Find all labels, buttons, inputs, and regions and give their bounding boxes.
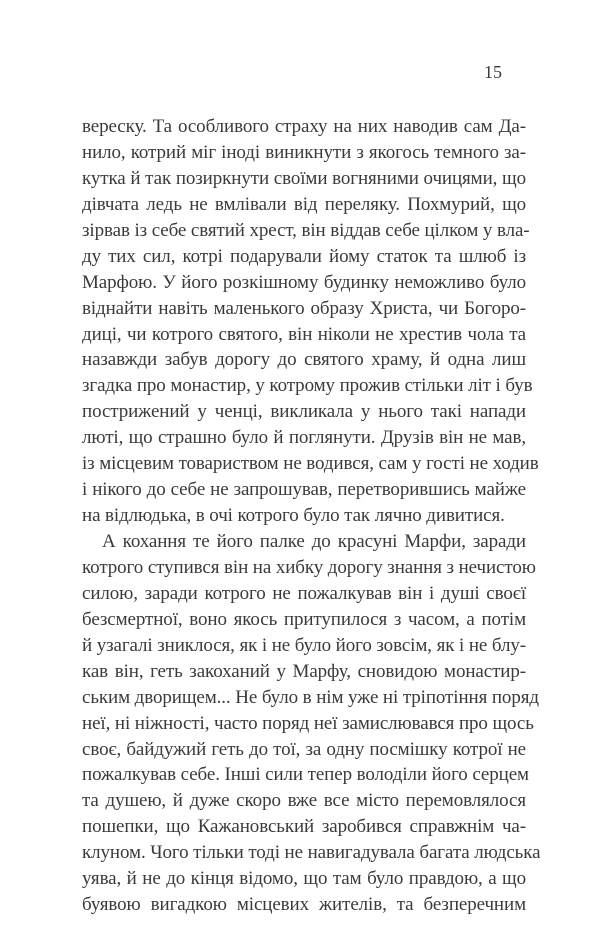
page-number: 15 <box>484 62 502 82</box>
text-line: неї, ні ніжності, часто поряд неї замислювався про щось <box>82 712 534 734</box>
text-line: із місцевим товариством не водився, сам у гості не ходив <box>82 453 539 475</box>
text-line: ським дворищем... Не було в нім уже ні тріпотіння поряд <box>82 686 539 708</box>
text-line: і нікого до себе не запрошував, перетворившись майже <box>82 479 526 501</box>
text-line: й узагалі зниклося, як і не було його зовсім, як і не блу- <box>82 634 526 656</box>
text-line: диці, чи котрого святого, він ніколи не хрестив чола та <box>82 323 526 345</box>
text-line: кутка й так позиркнути своїми вогняними очицями, що <box>82 167 526 189</box>
body-text <box>82 114 541 918</box>
text-line: котрого ступився він на хибку дорогу знання з нечистою <box>82 556 536 578</box>
text-line: назавжди забув дорогу до святого храму, й одна лиш <box>82 349 526 371</box>
text-line: вереску. Та особливого страху на них наводив сам Да- <box>82 116 526 137</box>
text-line: пошепки, що Кажановський заробився справжнім ча- <box>82 816 526 838</box>
text-line: та душею, й дуже скоро вже все місто перемовлялося <box>82 790 526 812</box>
text-line: А кохання те його палке до красуні Марфи, заради <box>102 531 526 552</box>
text-line: люті, що страшно було й поглянути. Друзів він не мав, <box>82 427 526 449</box>
text-line: кав він, геть закоханий у Марфу, сновидою монастир- <box>82 660 526 682</box>
text-line: своє, байдужий геть до тої, за одну посмішку котрої не <box>82 738 526 760</box>
text-line: згадка про монастир, у котрому прожив стільки літ і був <box>82 375 533 397</box>
text-line: безсмертної, воно якось притупилося з часом, а потім <box>82 608 526 630</box>
text-line: нило, котрий міг іноді виникнути з якогось темного за- <box>82 141 526 163</box>
text-line: ду тих сил, котрі подарували йому статок та шлюб із <box>82 245 526 267</box>
text-line: пожалкував себе. Інші сили тепер володіли його серцем <box>82 764 529 786</box>
text-line: зірвав із себе святий хрест, він віддав себе цілком у вла- <box>82 219 530 241</box>
text-line: буявою вигадкою місцевих жителів, та безперечним <box>82 894 526 916</box>
text-line: пострижений у ченці, викликала у нього такі напади <box>82 401 526 423</box>
text-line: на відлюдька, в очі котрого було так лячно дивитися. <box>82 505 505 527</box>
text-line: клуном. Чого тільки тоді не навигадувала багата людська <box>82 842 541 864</box>
text-line: віднайти навіть маленького образу Христа, чи Богоро- <box>82 297 526 319</box>
text-line: Марфою. У його розкішному будинку неможливо було <box>82 271 526 293</box>
text-line: уява, й не до кінця відомо, що там було правдою, а що <box>82 868 526 890</box>
text-line: дівчата ледь не вмлівали від переляку. Похмурий, що <box>82 193 526 215</box>
text-line: силою, заради котрого не пожалкував він і душі своєї <box>82 582 526 604</box>
